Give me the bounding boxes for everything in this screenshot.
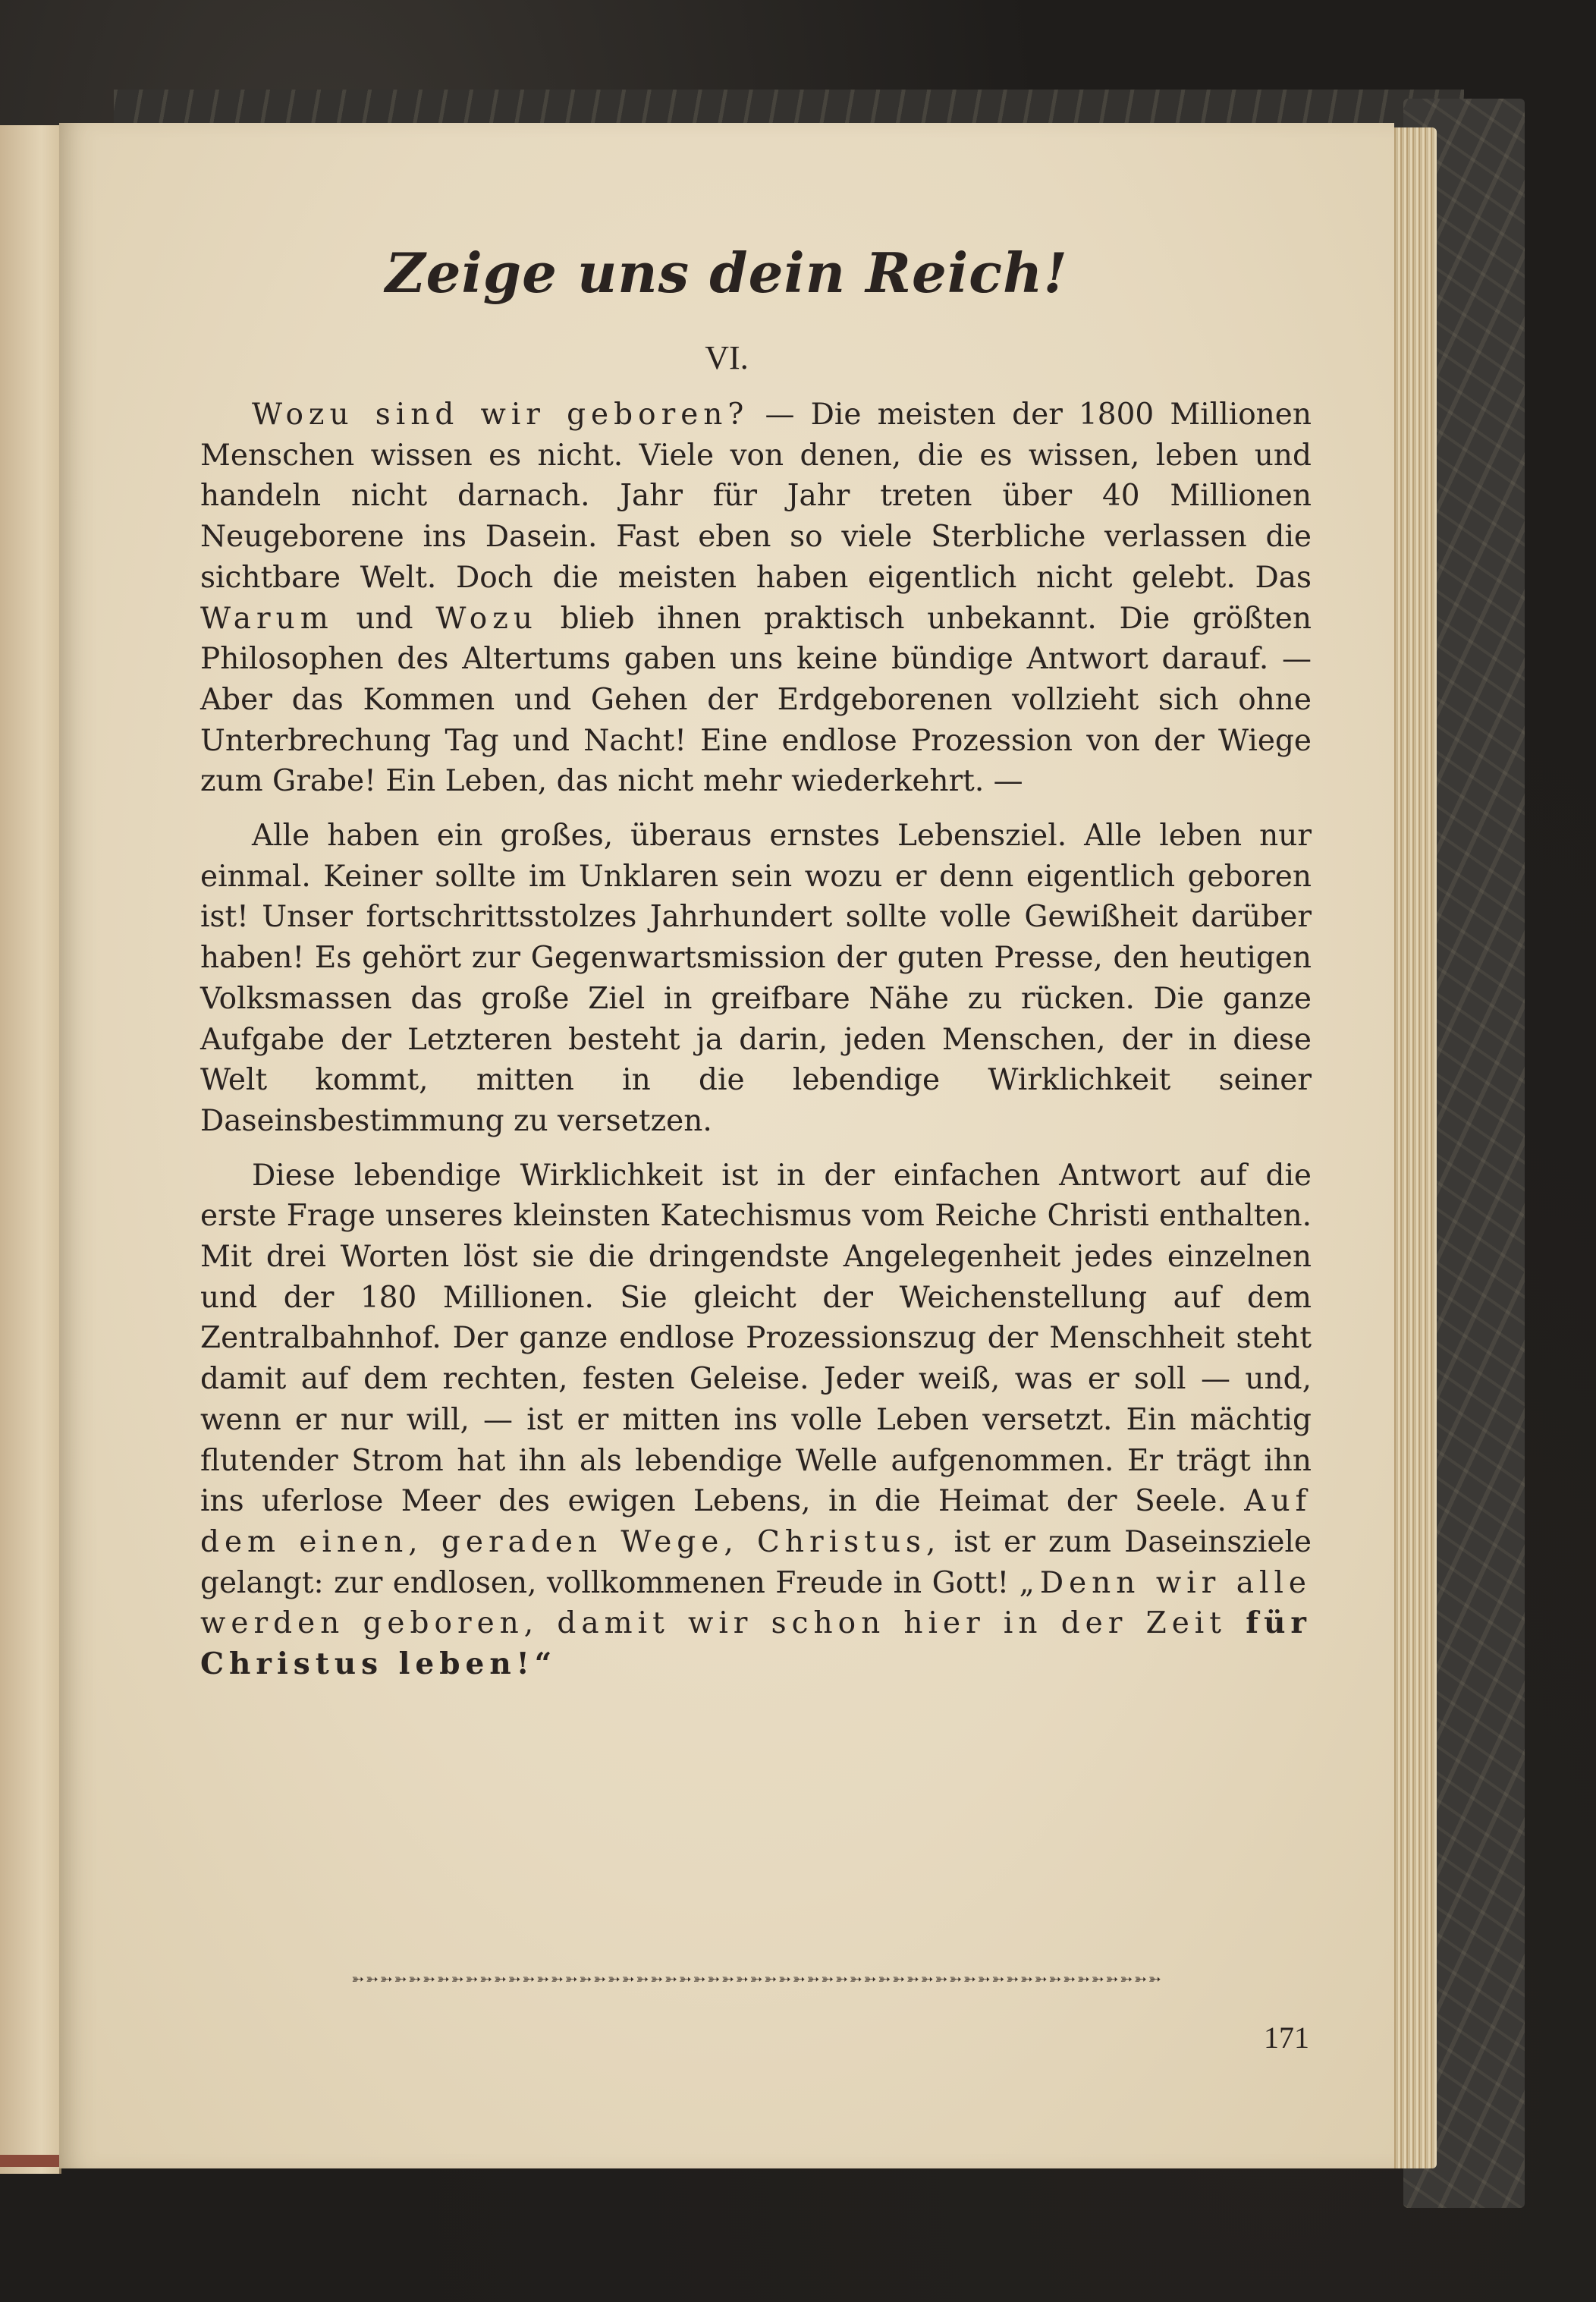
section-number: VI. xyxy=(705,339,749,376)
paragraph-text: blieb ihnen praktisch unbekannt. Die größten Philosophen des Altertums gaben uns keine bündige Antwort darauf. — Aber das Kommen und Gehen der Erdgeborenen vollzieht sich ohne Unterbrechung Tag und Nacht! Eine endlose Prozession von der Wiege zum Grabe! Ein Leben, das nicht mehr wiederkehrt. — xyxy=(200,601,1312,799)
body-text xyxy=(200,395,1312,1699)
decorative-rule: ➳➳➳➳➳➳➳➳➳➳➳➳➳➳➳➳➳➳➳➳➳➳➳➳➳➳➳➳➳➳➳➳➳➳➳➳➳➳➳➳➳➳➳➳➳➳➳➳➳➳➳➳➳➳➳➳➳ xyxy=(351,1970,1163,1988)
paragraph-text: Diese lebendige Wirklichkeit ist in der einfachen Antwort auf die erste Frage unseres kleinsten Katechismus vom Reiche Christi enthalten. Mit drei Worten löst sie die dringendste Angelegenheit jedes einzelnen und der 180 Millionen. Sie gleicht der Weichenstellung auf dem Zentralbahnhof. Der ganze endlose Prozessionszug der Menschheit steht damit auf dem rechten, festen Geleise. Jeder weiß, was er soll — und, wenn er nur will, — ist er mitten ins volle Leben versetzt. Ein mächtig flutender Strom hat ihn als lebendige Welle aufgenommen. Er trägt ihn ins uferlose Meer des ewigen Lebens, in die Heimat der Seele. xyxy=(200,1158,1312,1519)
paragraph-1 xyxy=(200,395,1312,802)
page-title: Zeige uns dein Reich! xyxy=(385,241,1068,305)
spaced-word: Wozu xyxy=(435,601,538,636)
headband xyxy=(0,2155,61,2167)
paragraph-2: Alle haben ein großes, überaus ernstes Lebensziel. Alle leben nur einmal. Keiner sollte im Unklaren sein wozu er denn eigentlich geboren ist! Unser fortschrittsstolzes Jahrhundert sollte volle Gewißheit darüber haben! Es gehört zur Gegenwartsmission der guten Presse, den heutigen Volksmassen das große Ziel in greifbare Nähe zu rücken. Die ganze Aufgabe der Letzteren besteht ja darin, jeden Menschen, der in diese Welt kommt, mitten in die lebendige Wirklichkeit seiner Daseinsbestimmung zu versetzen. xyxy=(200,819,1312,1138)
paragraph-text: und xyxy=(333,601,436,636)
paragraph-3 xyxy=(200,1156,1312,1685)
spaced-quote: „Denn wir alle werden geboren, damit wir schon hier in der Zeit xyxy=(200,1565,1312,1641)
spaced-phrase: Auf dem einen, geraden Wege, Christus, xyxy=(200,1484,1312,1559)
spaced-phrase: Wozu sind wir geboren? xyxy=(252,398,749,432)
page-stack xyxy=(1390,127,1437,2168)
book-page xyxy=(59,123,1394,2168)
previous-page-edge xyxy=(0,125,61,2174)
paragraph-text: ist er zum Daseinsziele gelangt: zur endlosen, vollkommenen Freude in Gott! xyxy=(200,1524,1312,1600)
page-number: 171 xyxy=(1264,2021,1309,2055)
bold-phrase: für Christus leben!“ xyxy=(200,1605,1312,1682)
spaced-word: Warum xyxy=(200,601,334,636)
paragraph-text: — Die meisten der 1800 Millionen Menschen wissen es nicht. Viele von denen, die es wissen, leben und handeln nicht darnach. Jahr für Jahr treten über 40 Millionen Neugeborene ins Dasein. Fast eben so viele Sterbliche verlassen die sichtbare Welt. Doch die meisten haben eigentlich nicht gelebt. Das xyxy=(200,398,1312,595)
